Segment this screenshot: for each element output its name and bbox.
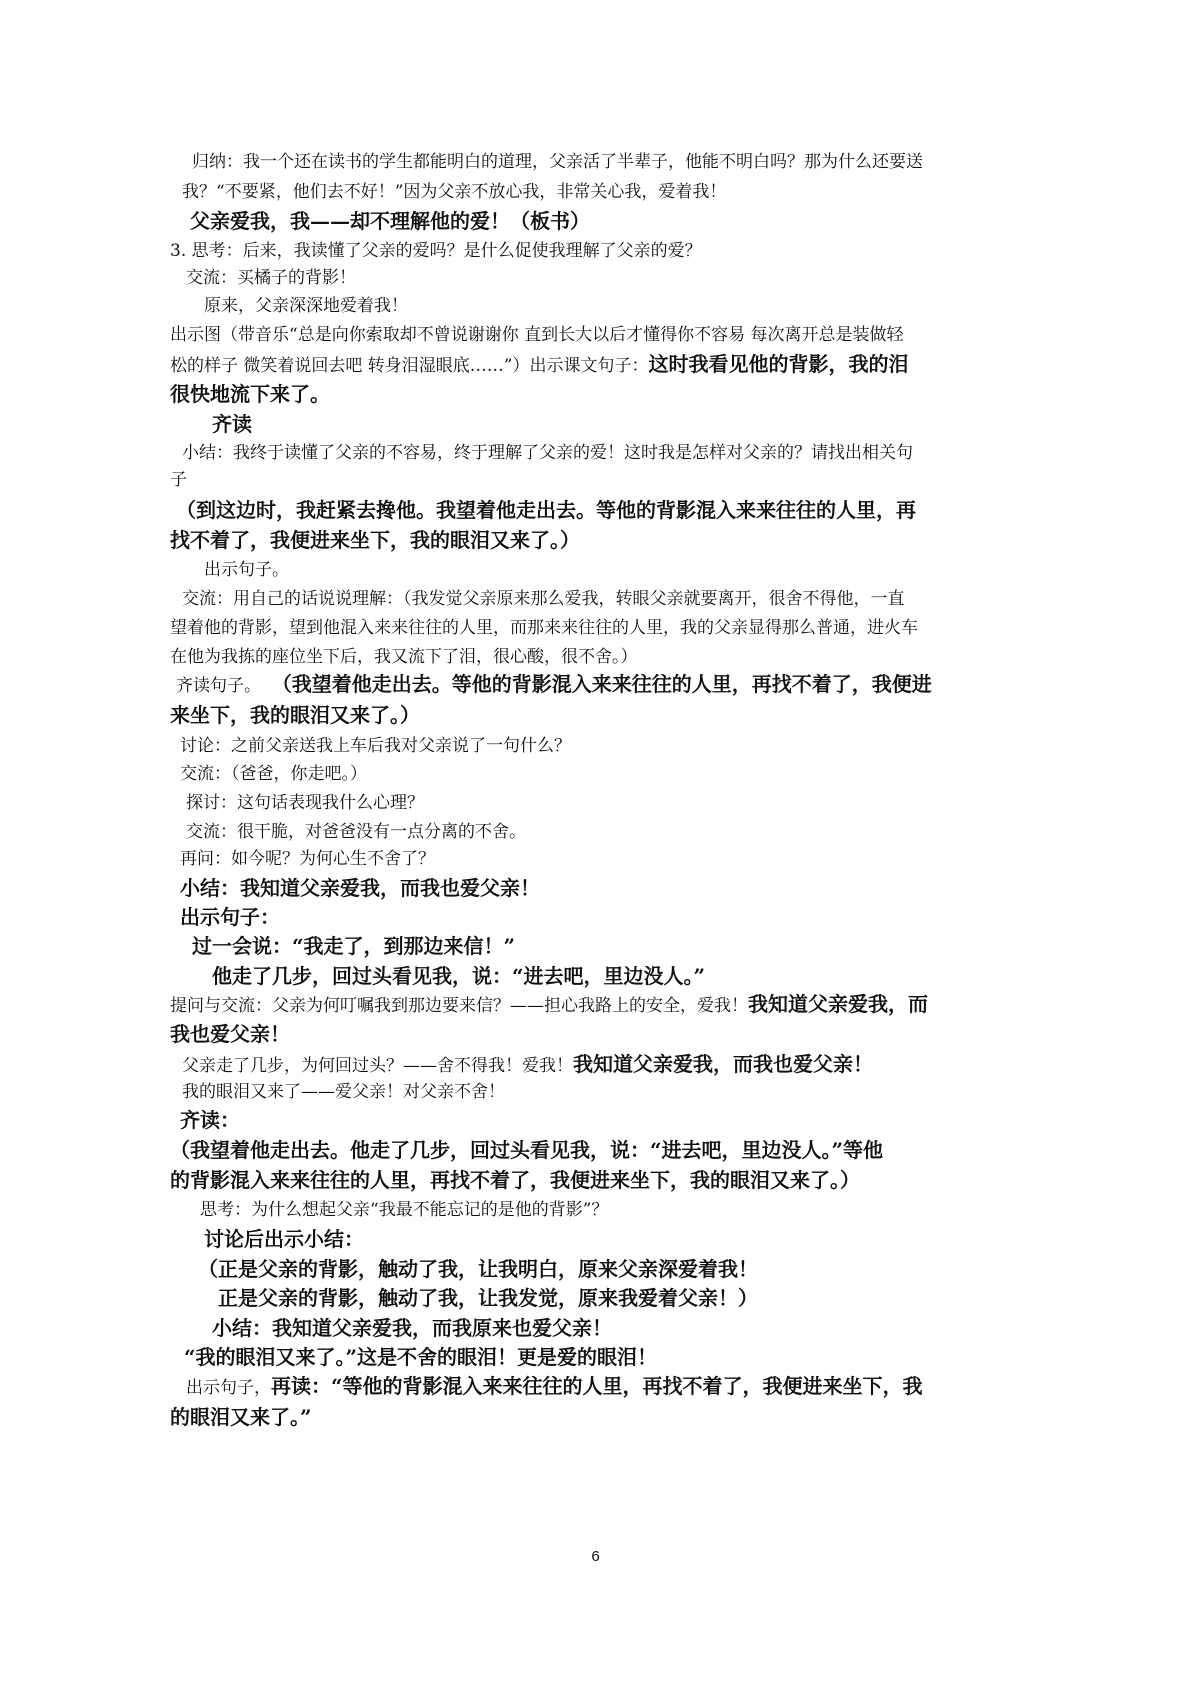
text-line: 望着他的背影，望到他混入来来往往的人里，而那来来往往的人里，我的父亲显得那么普通，进火车: [170, 618, 918, 638]
text-line: [170, 352, 1005, 378]
emphasis-line: 齐读：: [180, 1108, 240, 1132]
emphasis-line: 我也爱父亲！: [170, 1022, 290, 1046]
emphasis-span: 我知道父亲爱我，而我也爱父亲！: [573, 1052, 873, 1076]
text-line: 原来，父亲深深地爱着我！: [204, 296, 408, 316]
text-line: [182, 1052, 1017, 1078]
emphasis-line: 他走了几步，回过头看见我，说：“进去吧，里边没人。”: [212, 964, 706, 988]
emphasis-line: 正是父亲的背影，触动了我，让我发觉，原来我爱着父亲！）: [218, 1286, 758, 1310]
text-line: 子: [170, 470, 187, 490]
text-span: 松的样子 微笑着说回去吧 转身泪湿眼底……”）出示课文句子：: [170, 356, 649, 376]
emphasis-line: 齐读: [212, 412, 252, 436]
emphasis-span: 我知道父亲爱我，而: [748, 992, 928, 1016]
text-line: 交流：（爸爸，你走吧。）: [180, 764, 367, 784]
emphasis-line: “我的眼泪又来了。”这是不舍的眼泪！更是爱的眼泪！: [184, 1345, 658, 1369]
emphasis-line: （我望着他走出去。他走了几步，回过头看见我，说：“进去吧，里边没人。”等他: [170, 1138, 884, 1162]
emphasis-line: （到这边时，我赶紧去搀他。我望着他走出去。等他的背影混入来来往往的人里，再: [176, 498, 916, 522]
text-line: 出示图（带音乐“总是向你索取却不曾说谢谢你 直到长大以后才懂得你不容易 每次离开总是装做轻: [170, 325, 904, 345]
page-number: 6: [591, 1548, 600, 1565]
text-span: 父亲走了几步，为何回过头？——舍不得我！爱我！: [182, 1056, 573, 1076]
text-line: 交流：用自己的话说说理解：（我发觉父亲原来那么爱我，转眼父亲就要离开，很舍不得他，一直: [182, 589, 905, 609]
text-line: 讨论：之前父亲送我上车后我对父亲说了一句什么？: [180, 736, 571, 756]
text-line: 小结：我终于读懂了父亲的不容易，终于理解了父亲的爱！这时我是怎样对父亲的？请找出相关句: [182, 443, 913, 463]
emphasis-line: 小结：我知道父亲爱我，而我原来也爱父亲！: [212, 1316, 612, 1340]
text-line: 3. 思考：后来，我读懂了父亲的爱吗？是什么促使我理解了父亲的爱？: [170, 241, 702, 261]
text-line: 思考：为什么想起父亲“我最不能忘记的是他的背影”？: [200, 1200, 609, 1220]
text-span: 提问与交流：父亲为何叮嘱我到那边要来信？——担心我路上的安全，爱我！: [170, 996, 748, 1016]
emphasis-line: 的背影混入来来往往的人里，再找不着了，我便进来坐下，我的眼泪又来了。）: [170, 1168, 860, 1192]
text-line: 归纳：我一个还在读书的学生都能明白的道理，父亲活了半辈子，他能不明白吗？那为什么还要送: [192, 152, 923, 172]
text-line: 在他为我拣的座位坐下后，我又流下了泪，很心酸，很不舍。）: [170, 647, 638, 667]
text-line: 再问：如今呢？为何心生不舍了？: [180, 849, 435, 869]
text-line: 交流：很干脆，对爸爸没有一点分离的不舍。: [186, 822, 526, 842]
text-span: 出示句子，: [186, 1378, 271, 1398]
emphasis-line: 过一会说：“我走了，到那边来信！”: [192, 934, 516, 958]
emphasis-line: 讨论后出示小结：: [204, 1227, 364, 1251]
board-note-heading: 父亲爱我，我——却不理解他的爱！（板书）: [190, 209, 590, 233]
emphasis-line: 找不着了，我便进来坐下，我的眼泪又来了。）: [170, 528, 580, 552]
emphasis-line: （正是父亲的背影，触动了我，让我明白，原来父亲深爱着我！: [198, 1257, 758, 1281]
emphasis-span: 这时我看见他的背影，我的泪: [648, 352, 909, 376]
text-line: [170, 992, 1005, 1018]
emphasis-line: 出示句子：: [180, 905, 280, 929]
text-line: 出示句子。: [204, 560, 289, 580]
emphasis-line: 来坐下，我的眼泪又来了。）: [170, 703, 420, 727]
text-line: 探讨：这句话表现我什么心理？: [186, 793, 424, 813]
emphasis-line: 的眼泪又来了。”: [170, 1405, 312, 1429]
emphasis-span: 再读：“等他的背影混入来来往往的人里，再找不着了，我便进来坐下，我: [271, 1374, 923, 1398]
emphasis-span: （我望着他走出去。等他的背影混入来来往往的人里，再找不着了，我便进: [271, 672, 932, 696]
emphasis-line: 小结：我知道父亲爱我，而我也爱父亲！: [180, 876, 540, 900]
text-line: 我？“不要紧，他们去不好！”因为父亲不放心我，非常关心我，爱着我！: [182, 182, 727, 202]
emphasis-line: 很快地流下来了。: [170, 382, 330, 406]
text-line: 我的眼泪又来了——爱父亲！对父亲不舍！: [182, 1082, 505, 1102]
text-line: [186, 1374, 1021, 1400]
text-line: 交流：买橘子的背影！: [186, 268, 356, 288]
text-span: 齐读句子。: [176, 676, 261, 696]
text-line: [176, 672, 1011, 698]
